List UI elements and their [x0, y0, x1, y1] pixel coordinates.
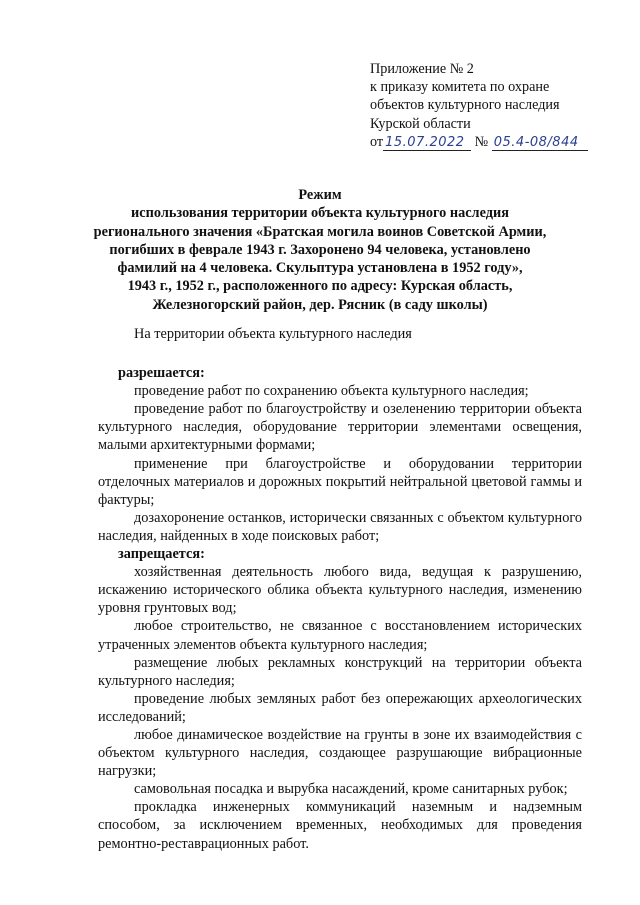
appendix-region-line: Курской области — [370, 115, 471, 132]
allowed-item: проведение работ по сохранению объекта культурного наследия; — [134, 383, 529, 400]
allowed-item: применение при благоустройстве и оборудовании территории отделочных материалов и дорожных покрытий нейтральной цветовой гаммы и фактуры; — [98, 455, 582, 508]
allowed-item: дозахоронение останков, исторически связанных с объектом культурного наследия, найденных в ходе поисковых работ; — [98, 509, 582, 544]
document-title — [80, 186, 560, 314]
allowed-item: проведение работ по благоустройству и озеленению территории объекта культурного наследия, оборудование территории элементами освещения, малыми архитектурными формами; — [98, 401, 582, 454]
forbidden-item: прокладка инженерных коммуникаций наземным и надземным способом, за исключением временных, необходимых для проведения ремонтно-реставрационных работ. — [98, 799, 582, 852]
forbidden-item: самовольная посадка и вырубка насаждений, кроме санитарных рубок; — [134, 781, 568, 798]
appendix-date-number-line — [370, 133, 620, 151]
allowed-header: разрешается: — [118, 365, 205, 382]
title-line: погибших в феврале 1943 г. Захоронено 94 человека, установлено — [109, 241, 531, 258]
document-body — [98, 325, 582, 853]
forbidden-header: запрещается: — [118, 546, 205, 563]
title-line: Железногорский район, дер. Рясник (в саду школы) — [152, 296, 488, 313]
appendix-block — [370, 60, 620, 151]
appendix-order-line: к приказу комитета по охране — [370, 79, 550, 96]
forbidden-item: любое строительство, не связанное с восстановлением исторических утраченных элементов объекта культурного наследия; — [98, 618, 582, 653]
title-line: регионального значения «Братская могила воинов Советской Армии, — [93, 223, 547, 240]
forbidden-item: проведение любых земляных работ без опережающих археологических исследований; — [98, 690, 582, 725]
intro-paragraph: На территории объекта культурного наследия — [134, 326, 412, 342]
appendix-committee-line: объектов культурного наследия — [370, 97, 560, 114]
number-sign: № — [474, 133, 489, 150]
title-line: фамилий на 4 человека. Скульптура установлена в 1952 году», — [117, 260, 523, 277]
handwritten-date: 15.07.2022 — [385, 134, 465, 150]
number-field — [492, 135, 588, 151]
appendix-title: Приложение № 2 — [370, 61, 474, 77]
handwritten-number: 05.4-08/844 — [493, 134, 579, 150]
title-line: 1943 г., 1952 г., расположенного по адресу: Курская область, — [127, 278, 513, 295]
title-line: использования территории объекта культурного наследия — [131, 205, 509, 222]
date-prefix: от — [370, 133, 384, 150]
forbidden-item: размещение любых рекламных конструкций на территории объекта культурного наследия; — [98, 654, 582, 689]
forbidden-item: любое динамическое воздействие на грунты в зоне их взаимодействия с объектом культурного наследия, создающее разрушающие вибрационные нагрузки; — [98, 726, 582, 780]
forbidden-item: хозяйственная деятельность любого вида, ведущая к разрушению, искажению исторического облика объекта культурного наследия, изменению уровня грунтовых вод; — [98, 564, 582, 617]
date-field — [383, 135, 471, 151]
title-heading: Режим — [298, 187, 342, 203]
